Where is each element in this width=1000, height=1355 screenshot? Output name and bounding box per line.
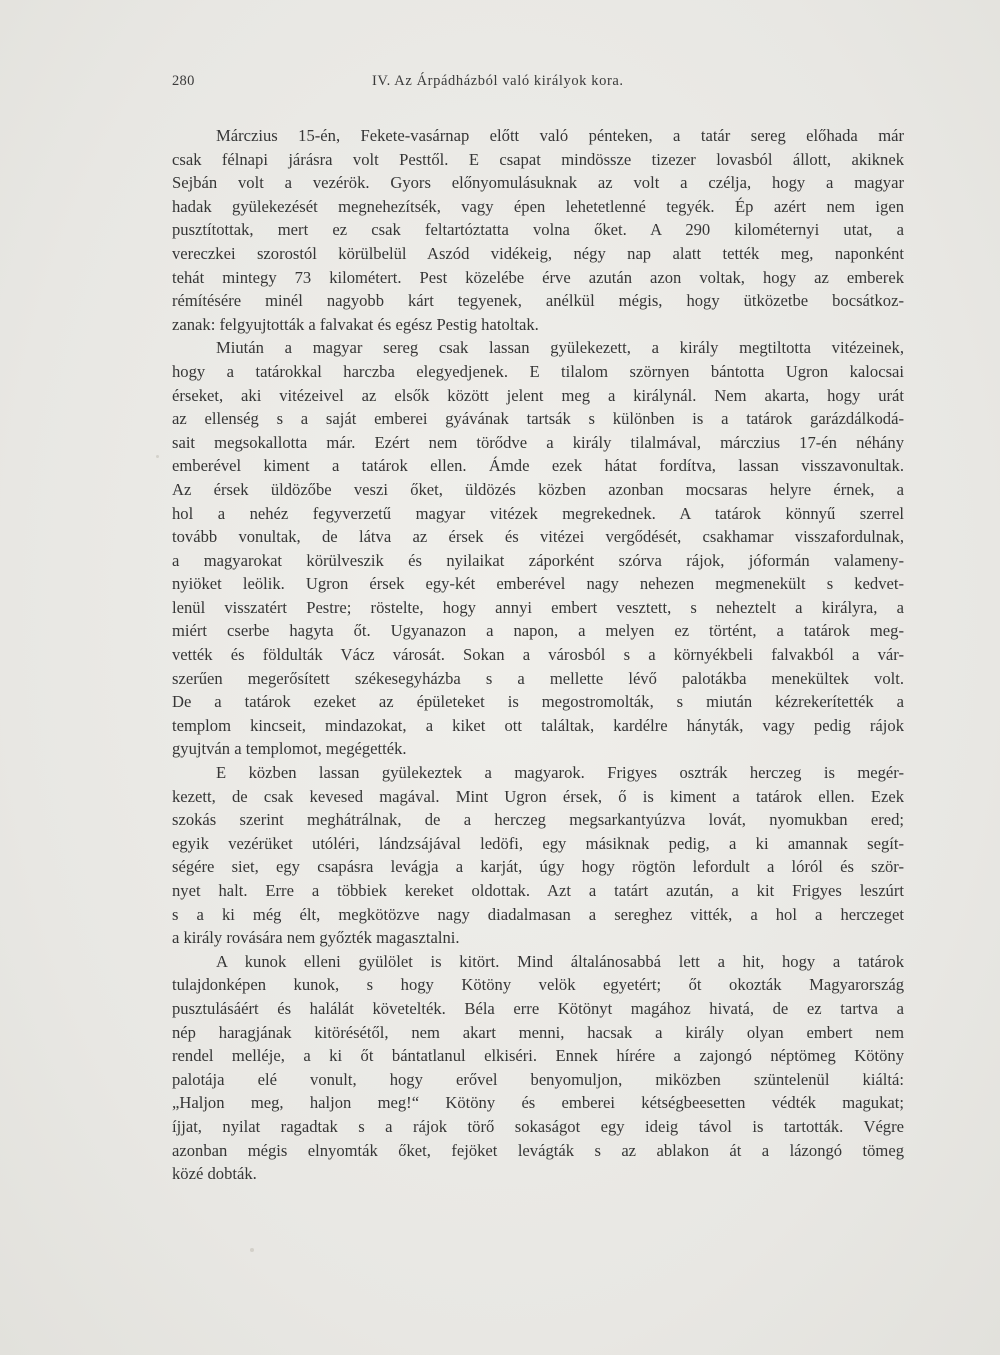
text-line: rémítésére minél nagyobb kárt tegyenek, anélkül mégis, hogy ütközetbe bocsátkoz-: [172, 291, 904, 311]
text-line: „Haljon meg, haljon meg!“ Kötöny és emberei kétségbeesetten védték magukat;: [172, 1093, 904, 1113]
paragraph-container: [172, 124, 904, 1186]
text-line: templom kincseit, mindazokat, a kiket ott találtak, kardélre hányták, vagy pedig rájok: [172, 715, 904, 735]
text-line: nép haragjának kitörésétől, nem akart menni, hacsak a király olyan embert nem: [172, 1022, 904, 1042]
text-line: Az érsek üldözőbe veszi őket, üldözés közben azonban mocsaras helyre érnek, a: [172, 479, 904, 499]
paragraph: [172, 124, 904, 336]
text-line: hadak gyülekezését megnehezítsék, vagy épen lehetetlenné tegyék. Ép azért nem igen: [172, 196, 904, 216]
text-line: miért cserbe hagyta őt. Ugyanazon a napon, a melyen ez történt, a tatárok meg-: [172, 621, 904, 641]
text-line: közé dobták.: [172, 1164, 257, 1184]
text-line: tovább vonultak, de látva az érsek és vitézei vergődését, csakhamar visszafordulnak,: [172, 527, 904, 547]
text-line: pusztítottak, mert ez csak feltartóztatta volna őket. A 290 kilométernyi utat, a: [172, 220, 904, 240]
text-line: tehát mintegy 73 kilométert. Pest közelébe érve azután azon voltak, hogy az emberek: [172, 267, 904, 287]
body-text: [172, 124, 904, 1186]
paper-speck: [250, 1248, 254, 1252]
text-line: egyik vezérüket utóléri, lándzsájával ledöfi, egy másiknak pedig, a ki amannak segít-: [172, 833, 904, 853]
paragraph: [172, 950, 904, 1186]
text-line: a magyarokat körülveszik és nyilaikat záporként szórva rájok, jóformán valameny-: [172, 550, 904, 570]
text-line: nyet halt. Erre a többiek kereket oldottak. Azt a tatárt azután, a kit Frigyes leszúrt: [172, 881, 904, 900]
running-head: IV. Az Árpádházból való királyok kora.: [372, 73, 624, 89]
text-line: kezett, de csak kevesed magával. Mint Ugron érsek, ő is kiment a tatárok ellen. Ezek: [172, 786, 904, 806]
text-line: tulajdonképen kunok, s hogy Kötöny velök egyetért; őt okozták Magyarország: [172, 975, 904, 995]
text-line: szokás szerint meghátrálnak, de a herczeg megsarkantyúzva lovát, nyomukban ered;: [172, 810, 904, 830]
text-line: az ellenség s a saját emberei gyávának tartsák s különben is a tatárok garázdálkodá-: [172, 409, 904, 429]
text-line: gyujtván a templomot, megégették.: [172, 739, 407, 759]
text-line: vereczkei szorostól körülbelül Aszód vidékeig, négy nap alatt tették meg, naponként: [172, 243, 904, 263]
text-line: íjjat, nyilat ragadtak s a rájok törő sokaságot egy ideig távol is tartották. Végre: [172, 1116, 904, 1136]
text-line: nyiöket leölik. Ugron érsek egy-két emberével nagy nehezen megmenekült s kedvet-: [172, 574, 904, 594]
text-line: szerűen megerősített székesegyházba s a mellette lévő palotákba menekültek volt.: [172, 668, 904, 688]
text-line: Márczius 15-én, Fekete-vasárnap előtt való pénteken, a tatár sereg előhada már: [216, 126, 904, 145]
text-line: zanak: felgyujtották a falvakat és egész Pestig hatoltak.: [172, 314, 539, 334]
text-line: s a ki még élt, megkötözve nagy diadalmasan a sereghez vitték, a hol a herczeget: [172, 904, 904, 924]
text-line: A kunok elleni gyülölet is kitört. Mind általánosabbá lett a hit, hogy a tatárok: [216, 951, 904, 971]
text-line: sait megsokallotta már. Ezért nem törődve a király tilalmával, márczius 17-én néhány: [172, 432, 904, 452]
page-header: [172, 73, 904, 97]
text-line: rendel melléje, a ki őt bántatlanul elkiséri. Ennek hírére a zajongó néptömeg Kötöny: [172, 1046, 904, 1066]
paragraph: [172, 761, 904, 950]
text-line: érseket, aki vitézeivel az elsők között jelent meg a királynál. Nem akarta, hogy urát: [172, 385, 904, 405]
text-line: lenül visszatért Pestre; röstelte, hogy annyi embert vesztett, s neheztelt a királyra, a: [172, 597, 904, 617]
text-line: vették és földulták Vácz városát. Sokan a városból s a környékbeli falvakból a vár-: [172, 645, 904, 665]
text-line: azonban mégis elnyomták őket, fejöket levágták s az ablakon át a lázongó tömeg: [172, 1140, 904, 1160]
text-line: emberével kiment a tatárok ellen. Ámde ezek hátat fordítva, lassan visszavonultak.: [172, 456, 904, 476]
paragraph: [172, 336, 904, 761]
text-line: E közben lassan gyülekeztek a magyarok. Frigyes osztrák herczeg is megér-: [216, 763, 904, 783]
text-line: Miután a magyar sereg csak lassan gyülekezett, a király megtiltotta vitézeinek,: [216, 338, 904, 358]
page-number: 280: [172, 73, 195, 89]
text-line: ségére siet, egy csapásra levágja a karját, úgy hogy rögtön lefordult a lóról és ször-: [172, 857, 904, 877]
text-line: Sejbán volt a vezérök. Gyors előnyomulásuknak az volt a czélja, hogy a magyar: [172, 173, 904, 193]
text-line: a király rovására nem győzték magasztalni.: [172, 928, 460, 948]
text-line: palotája elé vonult, hogy erővel benyomuljon, miközben szüntelenül kiáltá:: [172, 1069, 904, 1089]
text-line: hogy a tatárokkal harczba elegyedjenek. E tilalom szörnyen bántotta Ugron kalocsai: [172, 361, 904, 381]
text-line: pusztulásáért és halálát követelték. Béla erre Kötönyt magához hivatá, de ez tartva a: [172, 998, 904, 1018]
text-line: csak félnapi járásra volt Pesttől. E csapat mindössze tizezer lovasból állott, akiknek: [172, 149, 904, 169]
text-line: De a tatárok ezeket az épületeket is megostromolták, s miután kézrekerítették a: [172, 692, 904, 712]
paper-speck: [156, 455, 159, 458]
text-line: hol a nehéz fegyverzetű magyar vitézek megrekednek. A tatárok könnyű szerrel: [172, 503, 904, 523]
